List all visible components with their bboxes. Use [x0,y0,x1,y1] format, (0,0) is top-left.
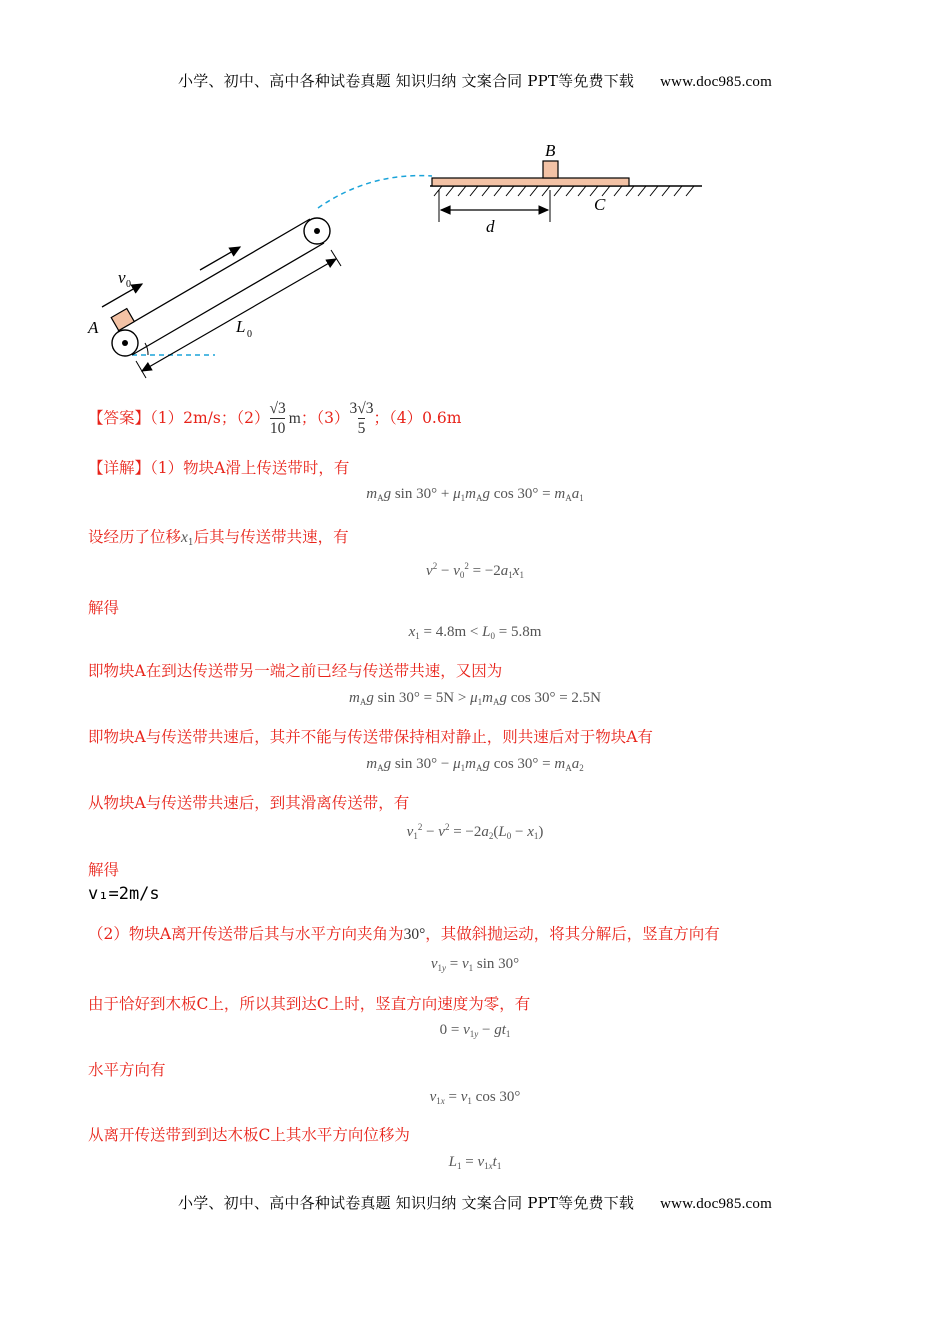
detail-line-11: 从离开传送带到到达木板C上其水平方向位移为 [88,1126,410,1144]
label-C: C [594,195,606,214]
detail-line-4: 即物块A在到达传送带另一端之前已经与传送带共速，又因为 [88,662,503,680]
label-A: A [88,318,99,337]
ground-hatching [434,186,694,196]
equation-3: $x_1 = 4.8m < L_0 = 5.8m$ [408,624,542,641]
length-dimension [142,259,336,371]
equation-9: $v_{1x} = v_1$ cos 30° [429,1089,521,1106]
footer-text: 小学、初中、高中各种试卷真题 知识归纳 文案合同 PPT等免费下载 [178,1194,635,1212]
equation-1: $m_Ag$ $\sin 30^\circ + \mu_1m_Ag$ $\cos 30^\circ = m_Aa_1$ [366,486,584,503]
velocity-arrow [102,284,142,307]
physics-diagram [70,130,720,385]
equation-5: $m_Ag$ $\sin 30^\circ - \mu_1m_Ag$ $\cos 30^\circ = m_Aa_2$ [366,756,584,773]
detail-tag: 【详解】 [88,459,151,477]
svg-text:0: 0 [126,279,131,290]
label-v: v [118,268,126,287]
belt-direction-arrow [200,247,240,270]
belt-bottom [132,243,324,355]
equation-10: $L_1 = v_{1x}t_1$ [448,1154,502,1171]
equation-2: $v^2 - v_0^2 = -2a_1x_1$ [426,561,524,580]
equation-6: $v_1^2 - v^2 = -2a_2(L_0 - x_1)$ [406,822,544,841]
trajectory-curve [318,176,432,208]
answer-fraction-2: $\frac{√3}{10}$ [269,400,286,437]
detail-line-9: 由于恰好到木板C上，所以其到达C上时，竖直方向速度为零，有 [88,995,531,1013]
answer-fraction-3: $\frac{3√3}{5}$ [349,400,374,437]
detail-line-8: （2）物块A离开传送带后其与水平方向夹角为30°，其做斜抛运动，将其分解后，竖直方向有 [88,925,720,943]
detail-line-3: 解得 [88,599,120,617]
equation-8: $0 = v_{1y} - gt_1$ [439,1022,511,1039]
answer-tag: 【答案】 [88,408,151,427]
footer-site: www.doc985.com [660,1196,772,1212]
block-A [111,309,134,331]
detail-heading: 【详解】（1）物块A滑上传送带时，有 [88,459,350,477]
board-C [432,178,629,186]
label-L: L [236,317,246,336]
equation-4: $m_Ag$ $\sin 30^\circ = 5N > \mu_1m_Ag$ cos 30° = 2.5N [348,690,602,707]
equation-7: $v_{1y} = v_1$ sin 30° [430,956,520,973]
answer-line: 【答案】（1）2m/s；（2） $\frac{√3}{10}$ m；（3） $\frac{3√3}{5}$ ；（4）0.6m [88,400,462,437]
detail-line-5: 即物块A与传送带共速后，其并不能与传送带保持相对静止，则共速后对于物块A有 [88,728,653,746]
label-d: d [486,217,495,236]
detail-line-2: 设经历了位移$x_1$后其与传送带共速，有 [88,528,349,548]
header-site: www.doc985.com [660,74,772,90]
label-B: B [545,141,556,160]
belt-top [118,219,310,331]
block-B [543,161,558,178]
svg-text:0: 0 [247,329,252,340]
result-v1: v₁=2m/s [88,884,160,904]
detail-line-6: 从物块A与传送带共速后，到其滑离传送带，有 [88,794,410,812]
detail-line-10: 水平方向有 [88,1061,166,1079]
detail-line-7: 解得 [88,861,120,879]
page-header [0,70,950,91]
header-text: 小学、初中、高中各种试卷真题 知识归纳 文案合同 PPT等免费下载 [178,72,635,90]
page-footer [0,1192,950,1213]
